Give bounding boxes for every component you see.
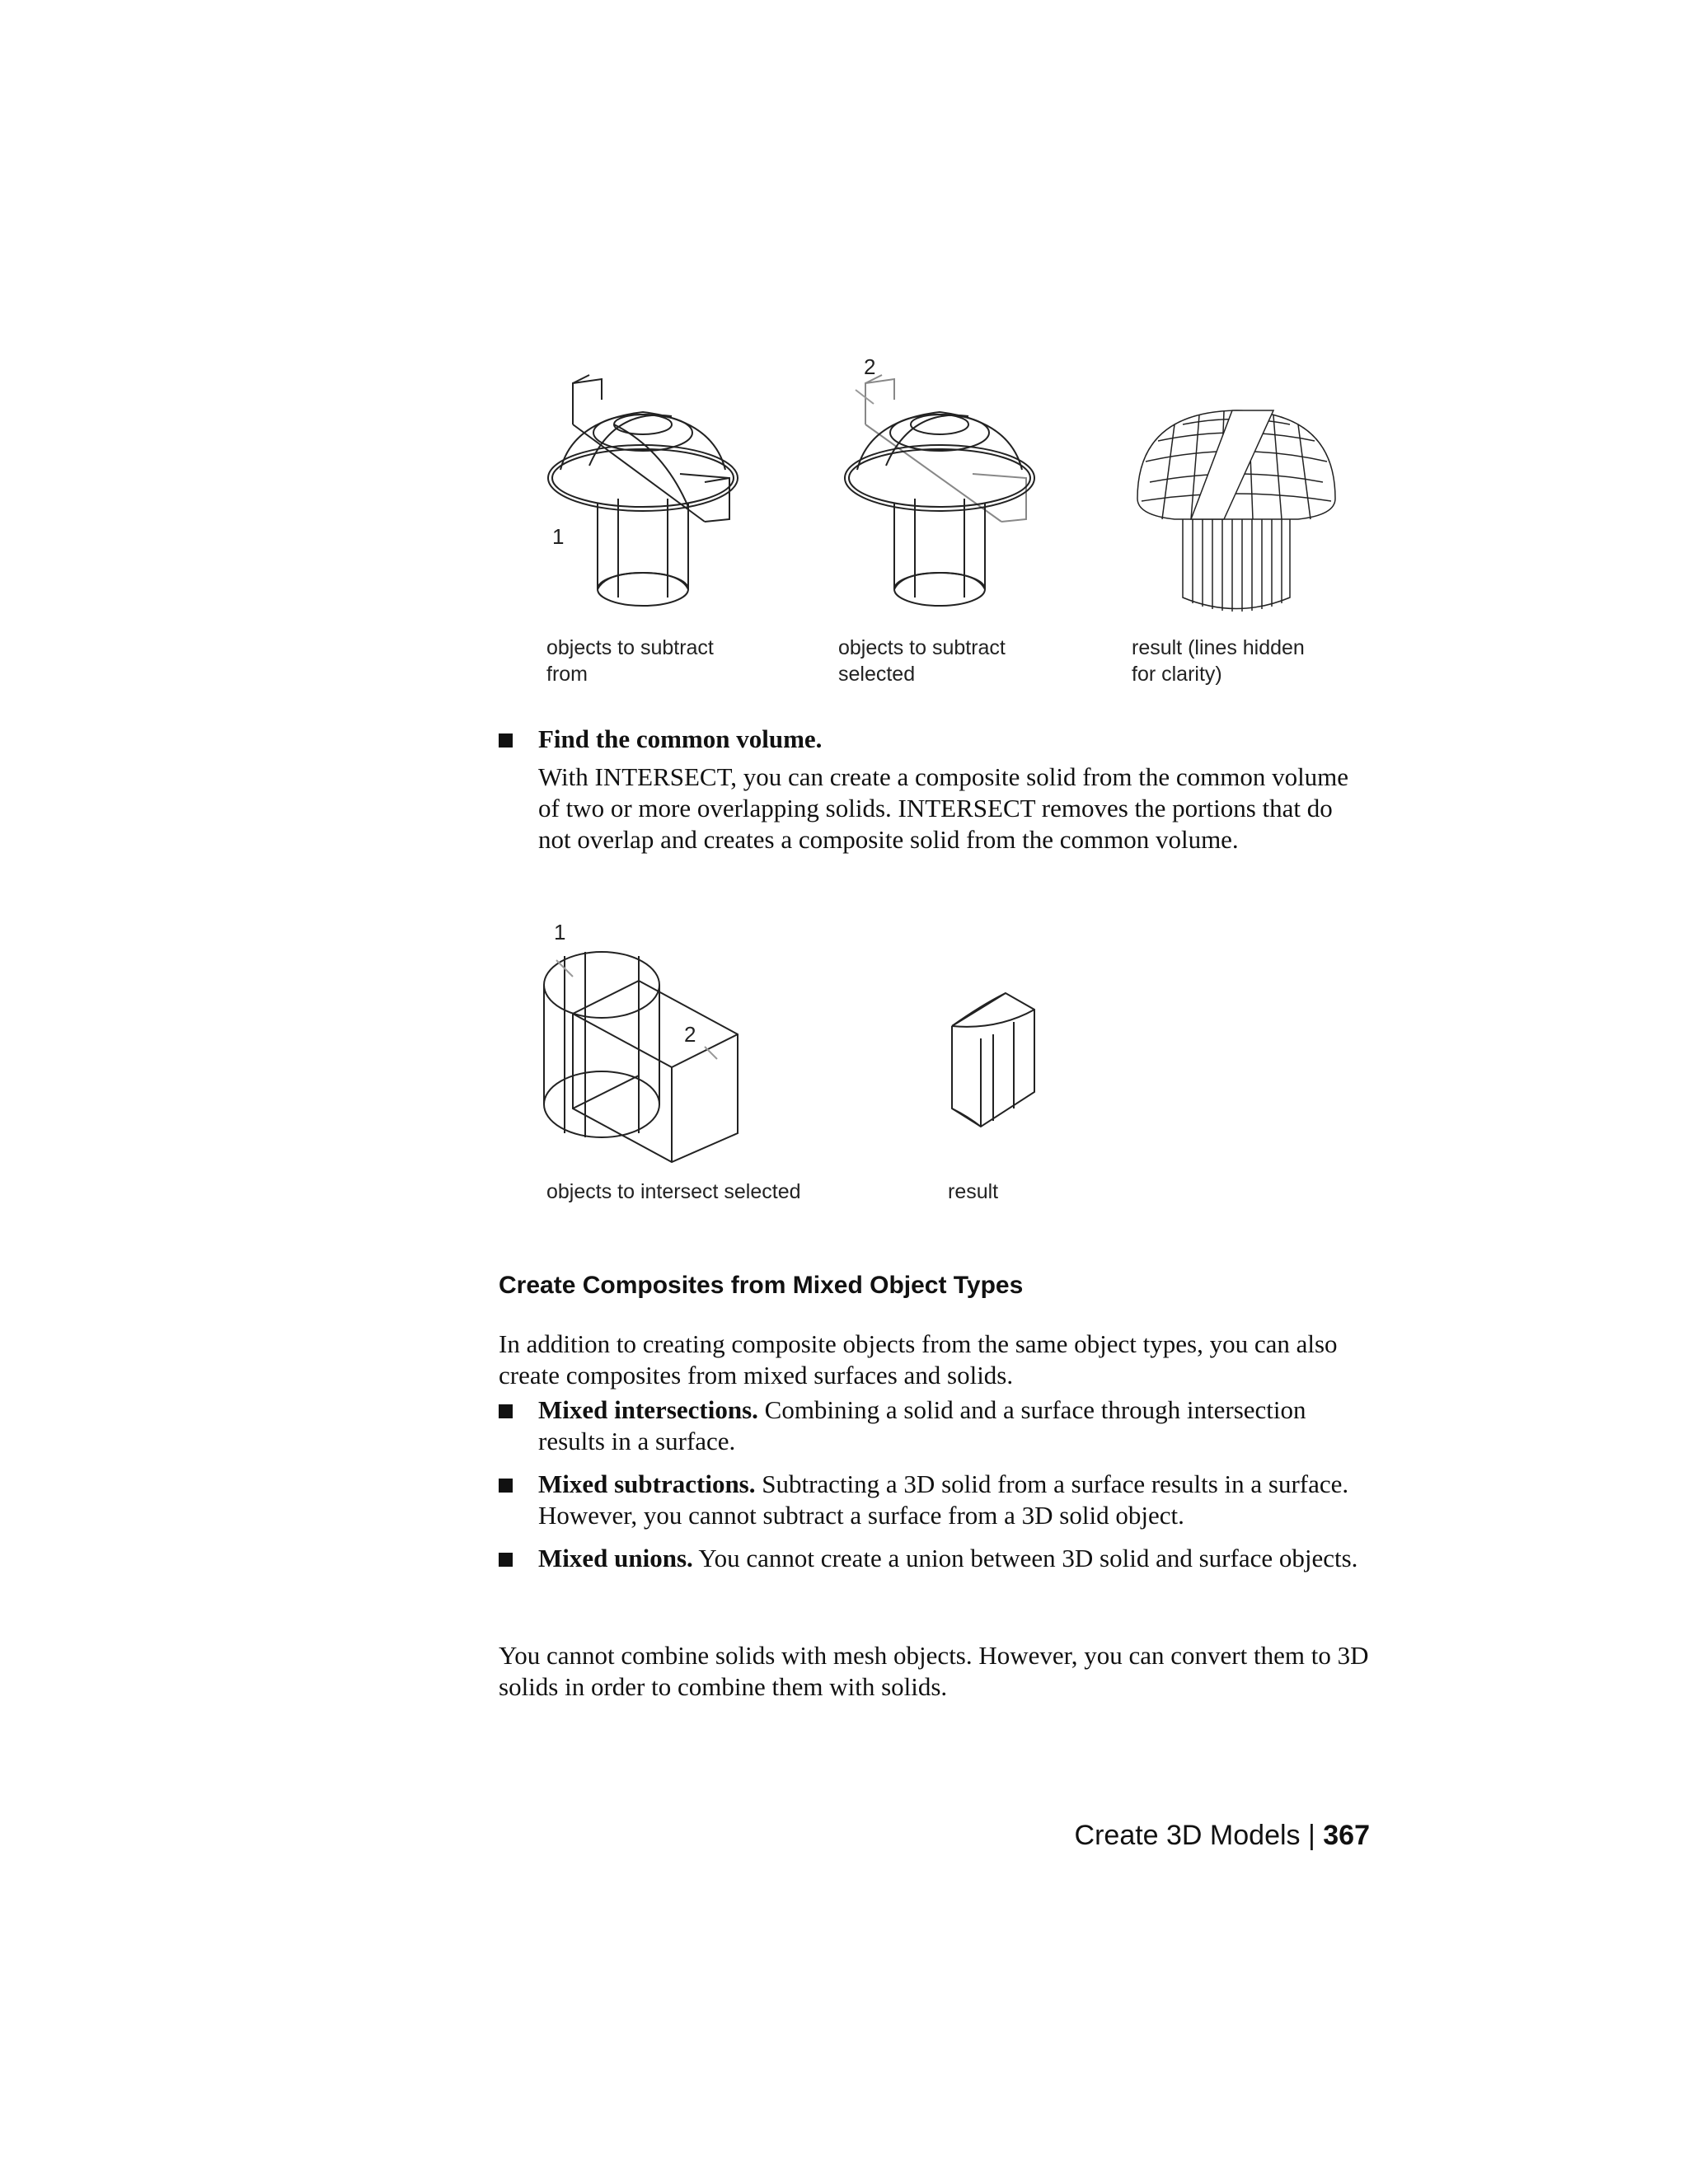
list-item-text: Mixed unions. You cannot create a union between 3D solid and surface objects. bbox=[538, 1544, 1358, 1572]
list-item-text: Mixed intersections. Combining a solid and a surface through intersection results in a surface. bbox=[538, 1395, 1306, 1455]
footer-chapter: Create 3D Models | bbox=[1074, 1820, 1324, 1851]
caption-subtract-selected: objects to subtract selected bbox=[838, 636, 1006, 686]
bullet-square-icon bbox=[499, 1479, 513, 1493]
list-item bbox=[499, 1469, 1372, 1535]
caption-intersect-result: result bbox=[948, 1180, 999, 1203]
intersect-title: Find the common volume. bbox=[538, 724, 823, 753]
section-intro: In addition to creating composite objects from the same object types, you can also create composites from mixed surfaces and solids. bbox=[499, 1329, 1338, 1390]
section-heading: Create Composites from Mixed Object Types bbox=[499, 1272, 1024, 1299]
list-item bbox=[499, 1543, 1372, 1609]
bullet-square-icon bbox=[499, 1553, 513, 1567]
list-item-text: Mixed subtractions. Subtracting a 3D solid from a surface results in a surface. However, you cannot subtract a surface from a 3D solid object. bbox=[538, 1469, 1349, 1530]
list-item bbox=[499, 1394, 1372, 1460]
callout-1: 1 bbox=[552, 524, 565, 549]
callout-2: 2 bbox=[864, 354, 876, 379]
intersect-body: With INTERSECT, you can create a composite solid from the common volume of two or more overlapping solids. INTERSECT removes the portions that do not overlap and creates a composite solid from the common volume. bbox=[538, 762, 1349, 854]
bullet-square-icon bbox=[499, 733, 513, 748]
intersect-objects-illustration bbox=[540, 940, 754, 1162]
subtract-selected-illustration bbox=[841, 375, 1047, 622]
caption-subtract-from: objects to subtract from bbox=[546, 636, 714, 686]
page-number: 367 bbox=[1323, 1820, 1370, 1851]
bullet-square-icon bbox=[499, 1404, 513, 1418]
intersect-list-item bbox=[499, 724, 1372, 888]
intersect-result-illustration bbox=[948, 985, 1039, 1129]
callout-2: 2 bbox=[684, 1022, 696, 1047]
caption-intersect-selected: objects to intersect selected bbox=[546, 1180, 801, 1203]
callout-1: 1 bbox=[554, 920, 566, 944]
subtract-result-illustration bbox=[1133, 404, 1339, 626]
caption-result-hidden: result (lines hidden for clarity) bbox=[1132, 636, 1305, 686]
section-closing: You cannot combine solids with mesh objects. However, you can convert them to 3D solids in order to combine them with solids. bbox=[499, 1641, 1369, 1701]
subtract-from-illustration bbox=[540, 375, 746, 622]
page-footer bbox=[1075, 1820, 1370, 1852]
